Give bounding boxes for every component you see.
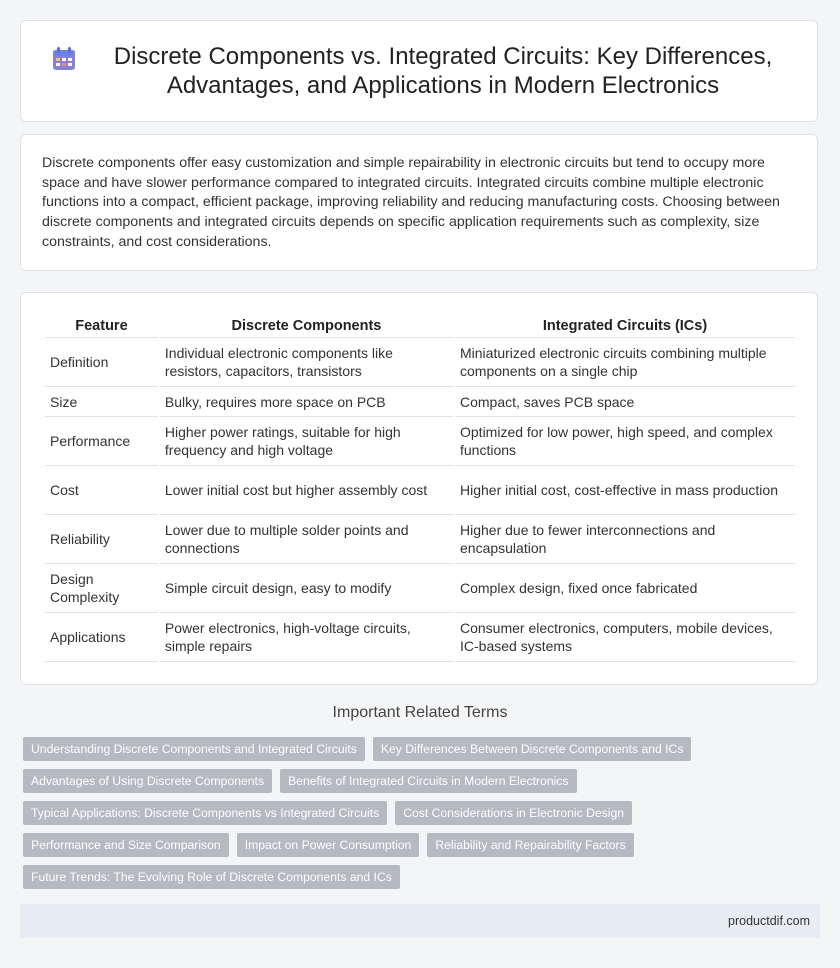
table-row: [45, 564, 795, 613]
row-discrete: Bulky, requires more space on PCB: [160, 387, 453, 417]
related-term-tag[interactable]: Understanding Discrete Components and Integrated Circuits: [23, 737, 365, 761]
footer: [20, 904, 820, 938]
row-feature: Reliability: [45, 515, 158, 564]
row-discrete: Lower initial cost but higher assembly cost: [160, 466, 453, 515]
row-discrete: Power electronics, high-voltage circuits, simple repairs: [160, 613, 453, 662]
row-ic: Higher due to fewer interconnections and encapsulation: [455, 515, 795, 564]
calendar-icon: [51, 46, 77, 72]
row-ic: Complex design, fixed once fabricated: [455, 564, 795, 613]
summary-card: [20, 134, 818, 271]
row-ic: Higher initial cost, cost-effective in mass production: [455, 466, 795, 515]
title-card: [20, 20, 818, 122]
page-title: Discrete Components vs. Integrated Circuits: Key Differences, Advantages, and Applications in Modern Electronics: [113, 43, 773, 99]
comparison-card: [20, 292, 818, 685]
table-row: [45, 466, 795, 515]
table-row: [45, 417, 795, 466]
related-terms-list: [23, 737, 723, 889]
row-discrete: Simple circuit design, easy to modify: [160, 564, 453, 613]
header-discrete: Discrete Components: [160, 315, 453, 338]
header-ic: Integrated Circuits (ICs): [455, 315, 795, 338]
related-term-tag[interactable]: Benefits of Integrated Circuits in Modern Electronics: [280, 769, 576, 793]
related-term-tag[interactable]: Cost Considerations in Electronic Design: [395, 801, 632, 825]
related-term-tag[interactable]: Performance and Size Comparison: [23, 833, 229, 857]
table-row: [45, 387, 795, 417]
row-feature: Design Complexity: [45, 564, 158, 613]
header-feature: Feature: [45, 315, 158, 338]
row-ic: Consumer electronics, computers, mobile devices, IC-based systems: [455, 613, 795, 662]
row-ic: Optimized for low power, high speed, and complex functions: [455, 417, 795, 466]
table-header-row: [45, 315, 795, 338]
related-term-tag[interactable]: Reliability and Repairability Factors: [427, 833, 633, 857]
related-term-tag[interactable]: Key Differences Between Discrete Components and ICs: [373, 737, 692, 761]
row-feature: Performance: [45, 417, 158, 466]
row-ic: Miniaturized electronic circuits combining multiple components on a single chip: [455, 338, 795, 387]
table-row: [45, 515, 795, 564]
row-discrete: Higher power ratings, suitable for high frequency and high voltage: [160, 417, 453, 466]
related-term-tag[interactable]: Impact on Power Consumption: [237, 833, 420, 857]
footer-site[interactable]: productdif.com: [728, 914, 810, 928]
row-discrete: Lower due to multiple solder points and connections: [160, 515, 453, 564]
summary-text: Discrete components offer easy customization and simple repairability in electronic circuits but tend to occupy more space and have slower performance compared to integrated circuits. Integrated circuits combine multiple electronic functions into a compact, efficient package, improving reliability and reducing manufacturing costs. Choosing between discrete components and integrated circuits depends on specific application requirements such as complexity, size constraints, and cost considerations.: [42, 155, 780, 250]
row-feature: Definition: [45, 338, 158, 387]
row-feature: Cost: [45, 466, 158, 515]
related-term-tag[interactable]: Future Trends: The Evolving Role of Discrete Components and ICs: [23, 865, 400, 889]
table-row: [45, 338, 795, 387]
row-feature: Size: [45, 387, 158, 417]
related-terms-heading: Important Related Terms: [332, 704, 508, 721]
table-row: [45, 613, 795, 662]
related-term-tag[interactable]: Advantages of Using Discrete Components: [23, 769, 272, 793]
row-discrete: Individual electronic components like resistors, capacitors, transistors: [160, 338, 453, 387]
row-ic: Compact, saves PCB space: [455, 387, 795, 417]
related-term-tag[interactable]: Typical Applications: Discrete Components vs Integrated Circuits: [23, 801, 387, 825]
comparison-table: [43, 315, 797, 662]
row-feature: Applications: [45, 613, 158, 662]
